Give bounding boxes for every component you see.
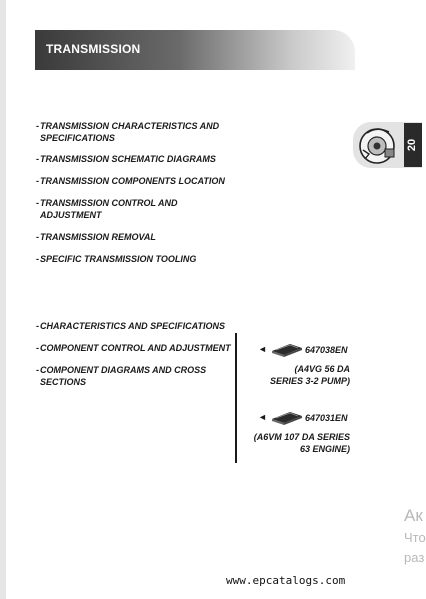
item-dash: - — [36, 365, 39, 375]
reference-desc-line: (A6VM 107 DA SERIES — [253, 432, 350, 442]
item-dash: - — [36, 321, 39, 331]
reference-description — [240, 431, 350, 455]
toc-item[interactable] — [36, 121, 226, 144]
doc-item[interactable] — [36, 343, 236, 355]
watermark-line: раз — [404, 550, 425, 565]
vertical-divider — [235, 333, 237, 463]
item-label: TRANSMISSION REMOVAL — [40, 232, 156, 242]
doc-item[interactable] — [36, 321, 236, 333]
item-dash: - — [36, 343, 39, 353]
section-tab[interactable] — [353, 122, 422, 168]
section-number: 20 — [406, 138, 419, 152]
manual-reference[interactable] — [258, 408, 358, 428]
doc-item[interactable] — [36, 365, 216, 388]
item-dash: - — [36, 176, 39, 186]
item-label: CHARACTERISTICS AND SPECIFICATIONS — [40, 321, 226, 331]
manual-reference[interactable] — [258, 340, 358, 360]
left-arrow-icon: ◄ — [258, 412, 267, 422]
page-title: TRANSMISSION — [46, 42, 141, 56]
reference-number: 647031EN — [305, 413, 348, 423]
toc-item[interactable] — [36, 254, 236, 266]
item-dash: - — [36, 121, 39, 131]
item-label: COMPONENT DIAGRAMS AND CROSS SECTIONS — [40, 365, 207, 387]
left-arrow-icon: ◄ — [258, 344, 267, 354]
reference-desc-line: SERIES 3-2 PUMP) — [269, 376, 350, 386]
watermark-line: Что — [404, 530, 426, 545]
reference-number: 647038EN — [305, 345, 348, 355]
transmission-pump-icon — [355, 124, 399, 166]
item-label: TRANSMISSION COMPONENTS LOCATION — [40, 176, 225, 186]
item-label: COMPONENT CONTROL AND ADJUSTMENT — [40, 343, 231, 353]
reference-desc-line: 63 ENGINE) — [299, 444, 350, 454]
toc-item[interactable] — [36, 176, 236, 188]
reference-description — [240, 363, 350, 387]
manual-book-icon — [270, 408, 304, 426]
item-dash: - — [36, 254, 39, 264]
item-dash: - — [36, 198, 39, 208]
toc-item[interactable] — [36, 198, 186, 221]
section-banner — [35, 30, 355, 70]
item-label: SPECIFIC TRANSMISSION TOOLING — [40, 254, 197, 264]
item-label: TRANSMISSION SCHEMATIC DIAGRAMS — [40, 154, 216, 164]
item-dash: - — [36, 232, 39, 242]
item-label: TRANSMISSION CHARACTERISTICS AND SPECIFICATIONS — [40, 121, 220, 143]
watermark-line: Ак — [404, 506, 423, 525]
toc-item[interactable] — [36, 232, 236, 244]
reference-desc-line: (A4VG 56 DA — [294, 364, 350, 374]
item-label: TRANSMISSION CONTROL AND ADJUSTMENT — [40, 198, 178, 220]
footer-url[interactable]: www.epcatalogs.com — [226, 574, 346, 587]
toc-item[interactable] — [36, 154, 236, 166]
page-edge-rule — [0, 0, 6, 599]
section-number-badge — [404, 123, 422, 167]
item-dash: - — [36, 154, 39, 164]
manual-book-icon — [270, 340, 304, 358]
